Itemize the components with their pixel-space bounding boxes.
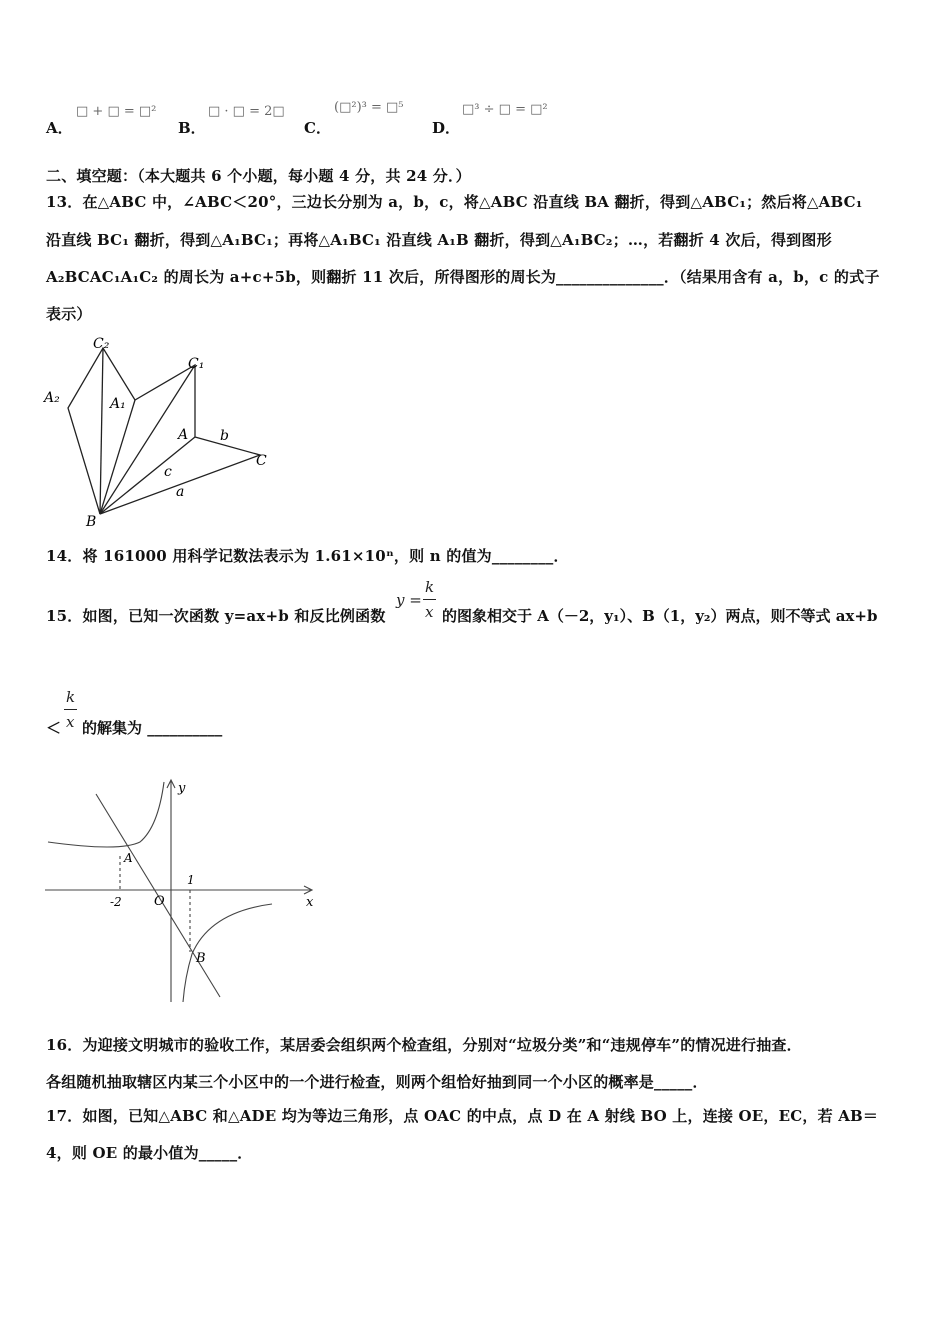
option-b-label: B． xyxy=(178,119,206,137)
option-d-label: D． xyxy=(432,119,461,137)
q15-fraction-denominator: x xyxy=(425,603,434,621)
function-graph-figure xyxy=(40,772,330,1012)
q15-fraction-lhs: y = xyxy=(396,591,422,609)
option-d-expression: □³ ÷ □ = □² xyxy=(462,102,548,117)
q15-prefix: 15．如图，已知一次函数 y=ax+b 和反比例函数 xyxy=(46,607,386,625)
q14-text: 14．将 161000 用科学记数法表示为 1.61×10ⁿ，则 n 的值为________． xyxy=(46,547,569,565)
axis-x-label: x xyxy=(306,895,314,910)
label-c: c xyxy=(164,464,172,480)
label-C: C xyxy=(256,453,267,469)
point-A-label: A xyxy=(124,851,133,865)
label-b: b xyxy=(220,428,229,444)
axis-y-label: y xyxy=(178,781,186,796)
label-a: a xyxy=(176,484,185,500)
label-C2: C₂ xyxy=(93,336,110,352)
q13-line3: A₂BCAC₁A₁C₂ 的周长为 a+c+5b，则翻折 11 次后，所得图形的周长为______________．（结果用含有 a，b，c 的式子 xyxy=(46,268,880,286)
q15-line2-fraction-bar xyxy=(64,709,77,710)
option-c-label: C． xyxy=(304,119,331,137)
q17-line1: 17．如图，已知△ABC 和△ADE 均为等边三角形，点 OAC 的中点，点 D 在 A 射线 BO 上，连接 OE，EC，若 AB＝ xyxy=(46,1107,879,1125)
q15-fraction-bar xyxy=(423,599,436,600)
q15-suffix: 的图象相交于 A（－2，y₁）、B（1，y₂）两点，则不等式 ax+b xyxy=(442,607,878,625)
q13-line1: 13．在△ABC 中，∠ABC＜20°，三边长分别为 a，b，c，将△ABC 沿直线 BA 翻折，得到△ABC₁；然后将△ABC₁ xyxy=(46,193,863,211)
q15-fraction-numerator: k xyxy=(425,578,435,596)
label-C1: C₁ xyxy=(188,356,205,372)
origin-label: O xyxy=(154,894,165,909)
q13-line4: 表示） xyxy=(46,305,92,323)
label-A2: A₂ xyxy=(44,390,60,406)
q16-line2: 各组随机抽取辖区内某三个小区中的一个进行检查，则两个组恰好抽到同一个小区的概率是_____． xyxy=(46,1073,708,1091)
q16-line1: 16．为迎接文明城市的验收工作，某居委会组织两个检查组，分别对“垃圾分类”和“违规停车”的情况进行抽查． xyxy=(46,1036,802,1054)
option-b-expression: □ · □ = 2□ xyxy=(208,104,285,119)
option-c-expression: (□²)³ = □⁵ xyxy=(334,100,404,115)
q15-line2-denominator: x xyxy=(66,713,75,731)
tick-neg2-label: -2 xyxy=(110,895,122,909)
label-B: B xyxy=(86,514,97,530)
tick-1-label: 1 xyxy=(187,873,195,887)
label-A: A xyxy=(178,427,189,443)
q15-line2-numerator: k xyxy=(66,688,76,706)
label-A1: A₁ xyxy=(110,396,126,412)
q17-line2: 4，则 OE 的最小值为_____． xyxy=(46,1144,253,1162)
option-a-label: A． xyxy=(46,119,73,137)
section-heading: 二、填空题：（本大题共 6 个小题，每小题 4 分，共 24 分．） xyxy=(46,167,471,185)
option-a-expression: □ + □ = □² xyxy=(76,104,157,119)
q15-line2-suffix: 的解集为 __________ xyxy=(82,719,223,737)
fold-triangle-figure xyxy=(40,330,280,530)
point-B-label: B xyxy=(196,951,206,966)
q13-line2: 沿直线 BC₁ 翻折，得到△A₁BC₁；再将△A₁BC₁ 沿直线 A₁B 翻折，得到△A₁BC₂；…，若翻折 4 次后，得到图形 xyxy=(46,231,832,249)
q15-less-than: ＜ xyxy=(46,719,62,737)
